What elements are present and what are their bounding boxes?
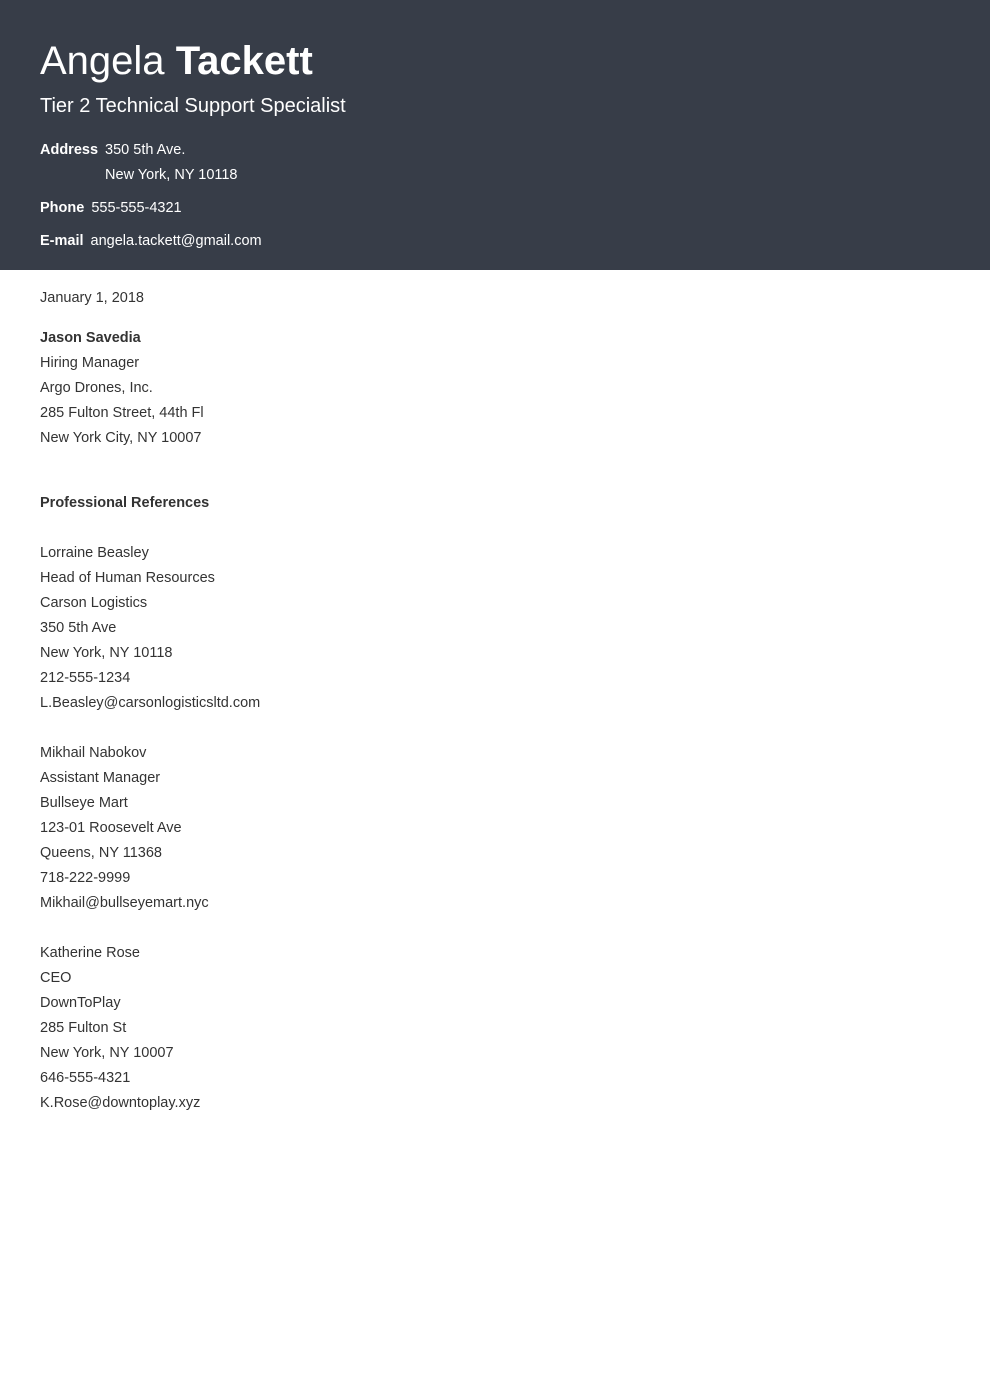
reference-line: Bullseye Mart xyxy=(40,795,128,811)
reference-line: 718-222-9999 xyxy=(40,870,131,886)
reference-line: New York, NY 10118 xyxy=(40,645,173,661)
reference-line: 350 5th Ave xyxy=(40,620,117,636)
reference-entry xyxy=(40,541,950,716)
reference-line: Mikhail Nabokov xyxy=(40,745,147,761)
job-title: Tier 2 Technical Support Specialist xyxy=(40,95,346,117)
reference-line: 123-01 Roosevelt Ave xyxy=(40,820,182,836)
reference-line: New York, NY 10007 xyxy=(40,1045,174,1061)
reference-line: Mikhail@bullseyemart.nyc xyxy=(40,895,209,911)
reference-line: L.Beasley@carsonlogisticsltd.com xyxy=(40,695,261,711)
phone-row xyxy=(40,196,950,221)
reference-line: Assistant Manager xyxy=(40,770,161,786)
recipient-name: Jason Savedia xyxy=(40,330,141,346)
phone-label: Phone xyxy=(40,200,85,216)
references-list xyxy=(40,541,950,1116)
recipient-line: New York City, NY 10007 xyxy=(40,430,202,446)
recipient-line: 285 Fulton Street, 44th Fl xyxy=(40,405,204,421)
address-row xyxy=(40,138,950,188)
email-value: angela.tackett@gmail.com xyxy=(90,233,262,249)
address-label: Address xyxy=(40,142,99,158)
address-line2: New York, NY 10118 xyxy=(105,167,238,183)
reference-entry xyxy=(40,941,950,1116)
reference-line: Head of Human Resources xyxy=(40,570,215,586)
reference-line: DownToPlay xyxy=(40,995,121,1011)
reference-line: 212-555-1234 xyxy=(40,670,131,686)
reference-line: Carson Logistics xyxy=(40,595,148,611)
recipient-line: Hiring Manager xyxy=(40,355,140,371)
reference-line: 646-555-4321 xyxy=(40,1070,131,1086)
phone-value: 555-555-4321 xyxy=(91,200,182,216)
header xyxy=(0,0,990,270)
reference-line: Lorraine Beasley xyxy=(40,545,149,561)
applicant-name xyxy=(40,38,950,84)
date: January 1, 2018 xyxy=(40,290,144,306)
reference-line: K.Rose@downtoplay.xyz xyxy=(40,1095,201,1111)
address-line1: 350 5th Ave. xyxy=(105,142,186,158)
last-name: Tackett xyxy=(175,39,313,83)
reference-line: Katherine Rose xyxy=(40,945,140,961)
recipient xyxy=(40,326,950,451)
reference-entry xyxy=(40,741,950,916)
recipient-line: Argo Drones, Inc. xyxy=(40,380,153,396)
section-title: Professional References xyxy=(40,495,210,511)
contact-info xyxy=(40,138,950,254)
document-body xyxy=(0,270,990,1116)
email-row xyxy=(40,229,950,254)
reference-line: 285 Fulton St xyxy=(40,1020,127,1036)
email-label: E-mail xyxy=(40,233,84,249)
reference-line: CEO xyxy=(40,970,72,986)
first-name: Angela xyxy=(40,39,165,83)
reference-line: Queens, NY 11368 xyxy=(40,845,162,861)
